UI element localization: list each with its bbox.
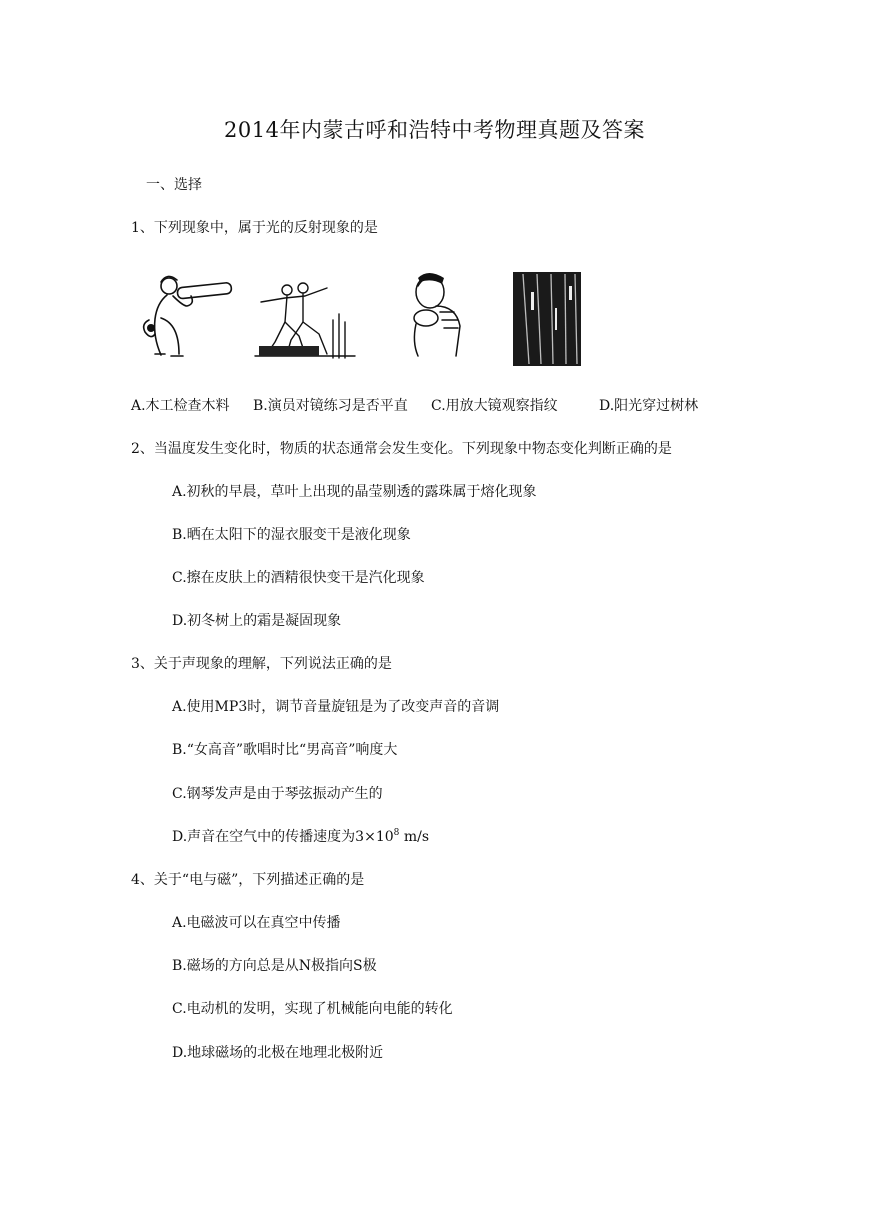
option-3d-unit: m/s — [399, 829, 430, 845]
magnifier-boy-figure — [406, 262, 486, 370]
option-1c[interactable]: C.用放大镜观察指纹 — [431, 398, 558, 414]
option-1a[interactable]: A.木工检查木料 — [131, 398, 230, 414]
option-1d[interactable]: D.阳光穿过树林 — [599, 398, 699, 414]
question-4-stem: 4、关于“电与磁”，下列描述正确的是 — [131, 872, 365, 888]
option-2d[interactable]: D.初冬树上的霜是凝固现象 — [172, 613, 342, 629]
question-3-stem: 3、关于声现象的理解，下列说法正确的是 — [131, 656, 392, 672]
option-1b[interactable]: B.演员对镜练习是否平直 — [253, 398, 408, 414]
option-3a[interactable]: A.使用MP3时，调节音量旋钮是为了改变声音的音调 — [172, 699, 500, 715]
carpenter-figure — [131, 262, 236, 370]
option-3c[interactable]: C.钢琴发声是由于琴弦振动产生的 — [172, 786, 383, 802]
option-2a[interactable]: A.初秋的早晨，草叶上出现的晶莹剔透的露珠属于熔化现象 — [172, 484, 537, 500]
question-1-stem: 1、下列现象中，属于光的反射现象的是 — [131, 220, 378, 236]
section-heading: 一、选择 — [146, 177, 202, 193]
option-3b[interactable]: B.“女高音”歌唱时比“男高音”响度大 — [172, 742, 398, 758]
option-2c[interactable]: C.擦在皮肤上的酒精很快变干是汽化现象 — [172, 570, 425, 586]
document-title: 2014年内蒙古呼和浩特中考物理真题及答案 — [224, 118, 645, 142]
dancers-mirror-figure — [251, 262, 366, 370]
option-3d[interactable] — [172, 827, 429, 847]
option-4d[interactable]: D.地球磁场的北极在地理北极附近 — [172, 1045, 384, 1061]
question-2-stem: 2、当温度发生变化时，物质的状态通常会发生变化。下列现象中物态变化判断正确的是 — [131, 441, 672, 457]
option-3d-exponent: 8 — [393, 828, 400, 838]
option-4b[interactable]: B.磁场的方向总是从N极指向S极 — [172, 958, 377, 974]
forest-sunlight-figure — [511, 262, 586, 370]
question-1-options — [131, 396, 698, 416]
option-4c[interactable]: C.电动机的发明，实现了机械能向电能的转化 — [172, 1001, 453, 1017]
option-3d-text: D.声音在空气中的传播速度为3×10 — [172, 829, 394, 845]
option-4a[interactable]: A.电磁波可以在真空中传播 — [172, 915, 341, 931]
question-1-figure — [131, 262, 611, 370]
option-2b[interactable]: B.晒在太阳下的湿衣服变干是液化现象 — [172, 527, 411, 543]
